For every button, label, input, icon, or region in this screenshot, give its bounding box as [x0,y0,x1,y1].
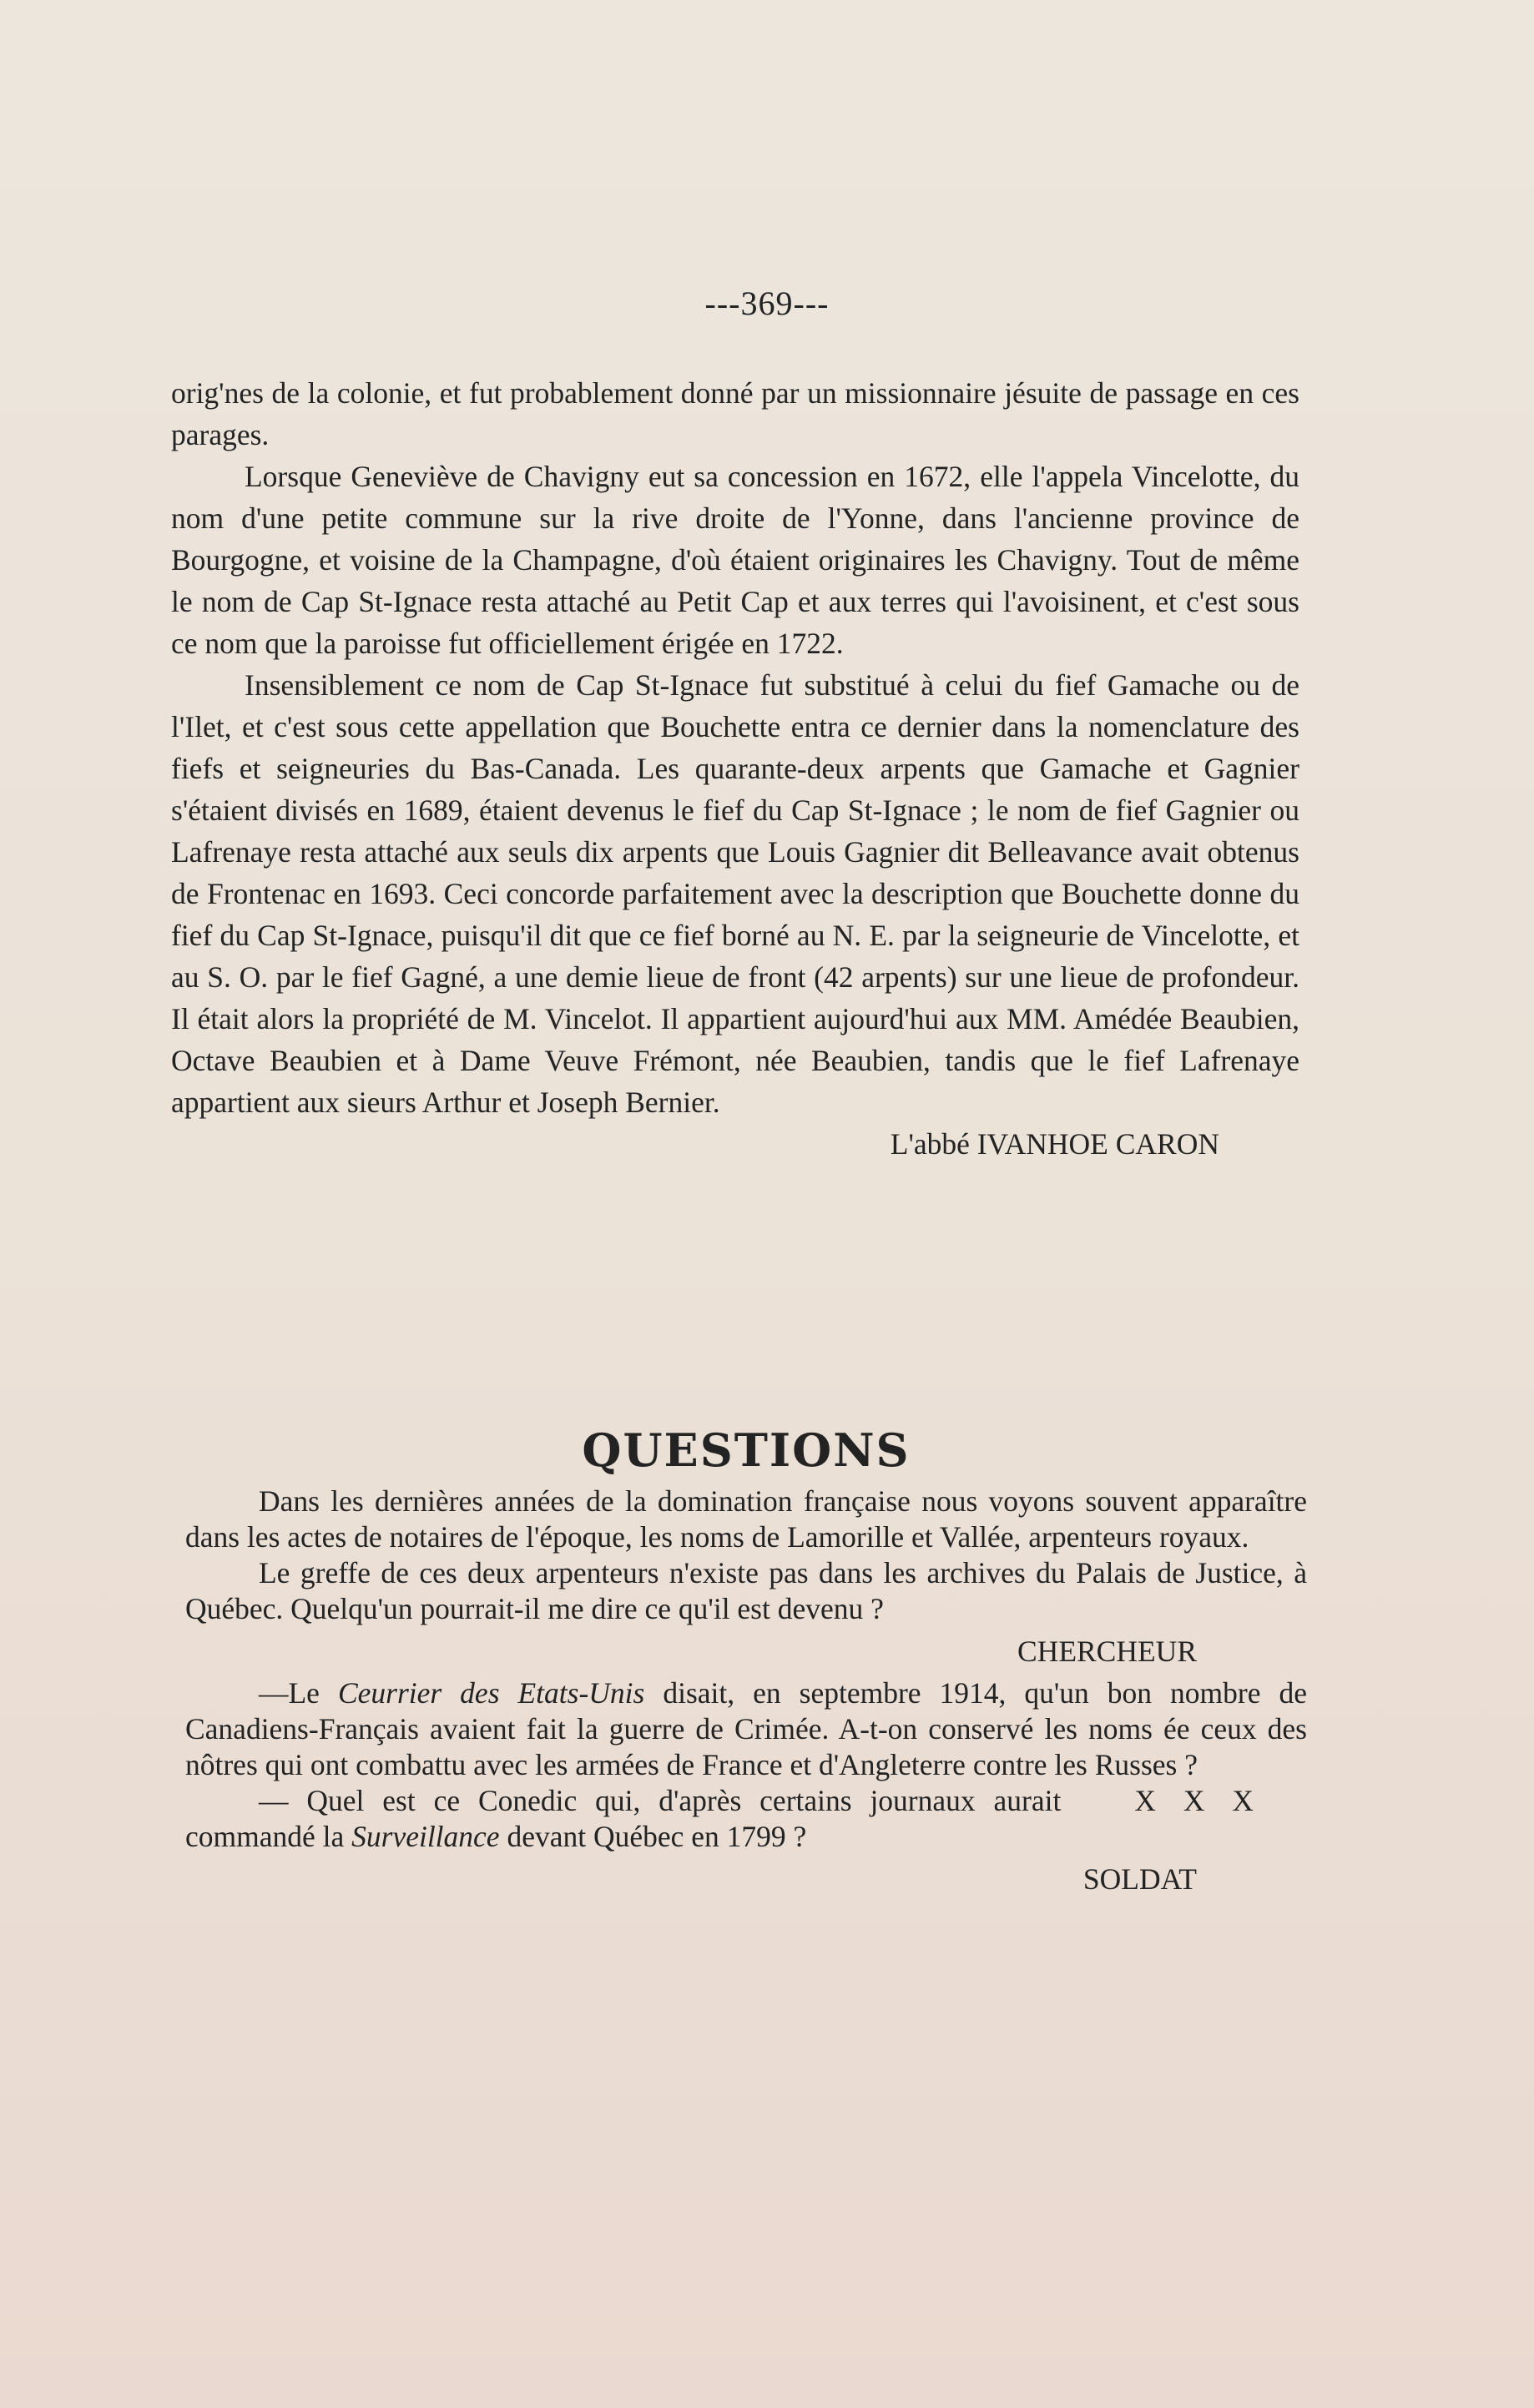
question-3-text: devant Québec en 1799 ? [499,1820,807,1853]
article-paragraph-2: Lorsque Geneviève de Chavigny eut sa concession en 1672, elle l'appela Vincelotte, du nom d'une petite commune sur la rive droite de l'Yonne, dans l'ancienne province de Bourgogne, et voisine de la Champagne, d'où étaient originaires les Chavigny. Tout de même le nom de Cap St-Ignace resta attaché au Petit Cap et aux terres qui l'avoisinent, et c'est sous ce nom que la paroisse fut officiellement érigée en 1722. [171,460,1299,660]
article-signature: L'abbé IVANHOE CARON [890,1127,1219,1161]
question-3-signature: SOLDAT [1082,1862,1197,1896]
question-2-paragraph [185,1675,1307,1817]
questions-section [185,1423,1307,1903]
question-3-ship-name: Surveillance [351,1820,500,1853]
question-2-prefix: —Le [259,1676,338,1710]
article-body [171,372,1299,1165]
page-number: ---369--- [704,285,830,322]
article-paragraph-3: Insensiblement ce nom de Cap St-Ignace fut substitué à celui du fief Gamache ou de l'Ilet, et c'est sous cette appellation que Bouchette entra ce dernier dans la nomenclature des fiefs et seigneuries du Bas-Canada. Les quarante-deux arpents que Gamache et Gagnier s'étaient divisés en 1689, étaient devenus le fief du Cap St-Ignace ; le nom de fief Gagnier ou Lafrenaye resta attaché aux seuls dix arpents que Louis Gagnier dit Belleavance avait obtenus de Frontenac en 1693. Ceci concorde parfaitement avec la description que Bouchette donne du fief du Cap St-Ignace, puisqu'il dit que ce fief borné au N. E. par la seigneurie de Vincelotte, et au S. O. par le fief Gagné, a une demie lieue de front (42 arpents) sur une lieue de profondeur. Il était alors la propriété de M. Vincelot. Il appartient aujourd'hui aux MM. Amédée Beaubien, Octave Beaubien et à Dame Veuve Frémont, née Beaubien, tandis que le fief Lafrenaye appartient aux sieurs Arthur et Joseph Bernier. [171,668,1299,1119]
question-2-newspaper-title: Ceurrier des Etats-Unis [337,1676,645,1710]
question-1-paragraph-2: Le greffe de ces deux arpenteurs n'existe pas dans les archives du Palais de Justice, à Québec. Quelqu'un pourrait-il me dire ce qu'il est devenu ? [185,1556,1307,1625]
questions-title: QUESTIONS [582,1423,911,1477]
question-2-text: disait, en septembre 1914, qu'un bon nombre de Canadiens-Français avaient fait la guerre de Crimée. A-t-on conservé les noms ée ceux des nôtres qui ont combattu avec les armées de France et d'Angleterre contre les Russes ? [185,1676,1307,1781]
question-2-signature: X X X [1134,1784,1264,1817]
question-1-paragraph-1: Dans les dernières années de la domination française nous voyons souvent apparaître dans les actes de notaires de l'époque, les noms de Lamorille et Vallée, arpenteurs royaux. [185,1484,1307,1554]
question-1-signature: CHERCHEUR [1017,1635,1197,1668]
question-3-prefix: — Quel est ce Conedic qui, d'après certains journaux aurait commandé la [185,1784,1062,1853]
article-paragraph-1: orig'nes de la colonie, et fut probablement donné par un missionnaire jésuite de passage en ces parages. [171,376,1299,451]
